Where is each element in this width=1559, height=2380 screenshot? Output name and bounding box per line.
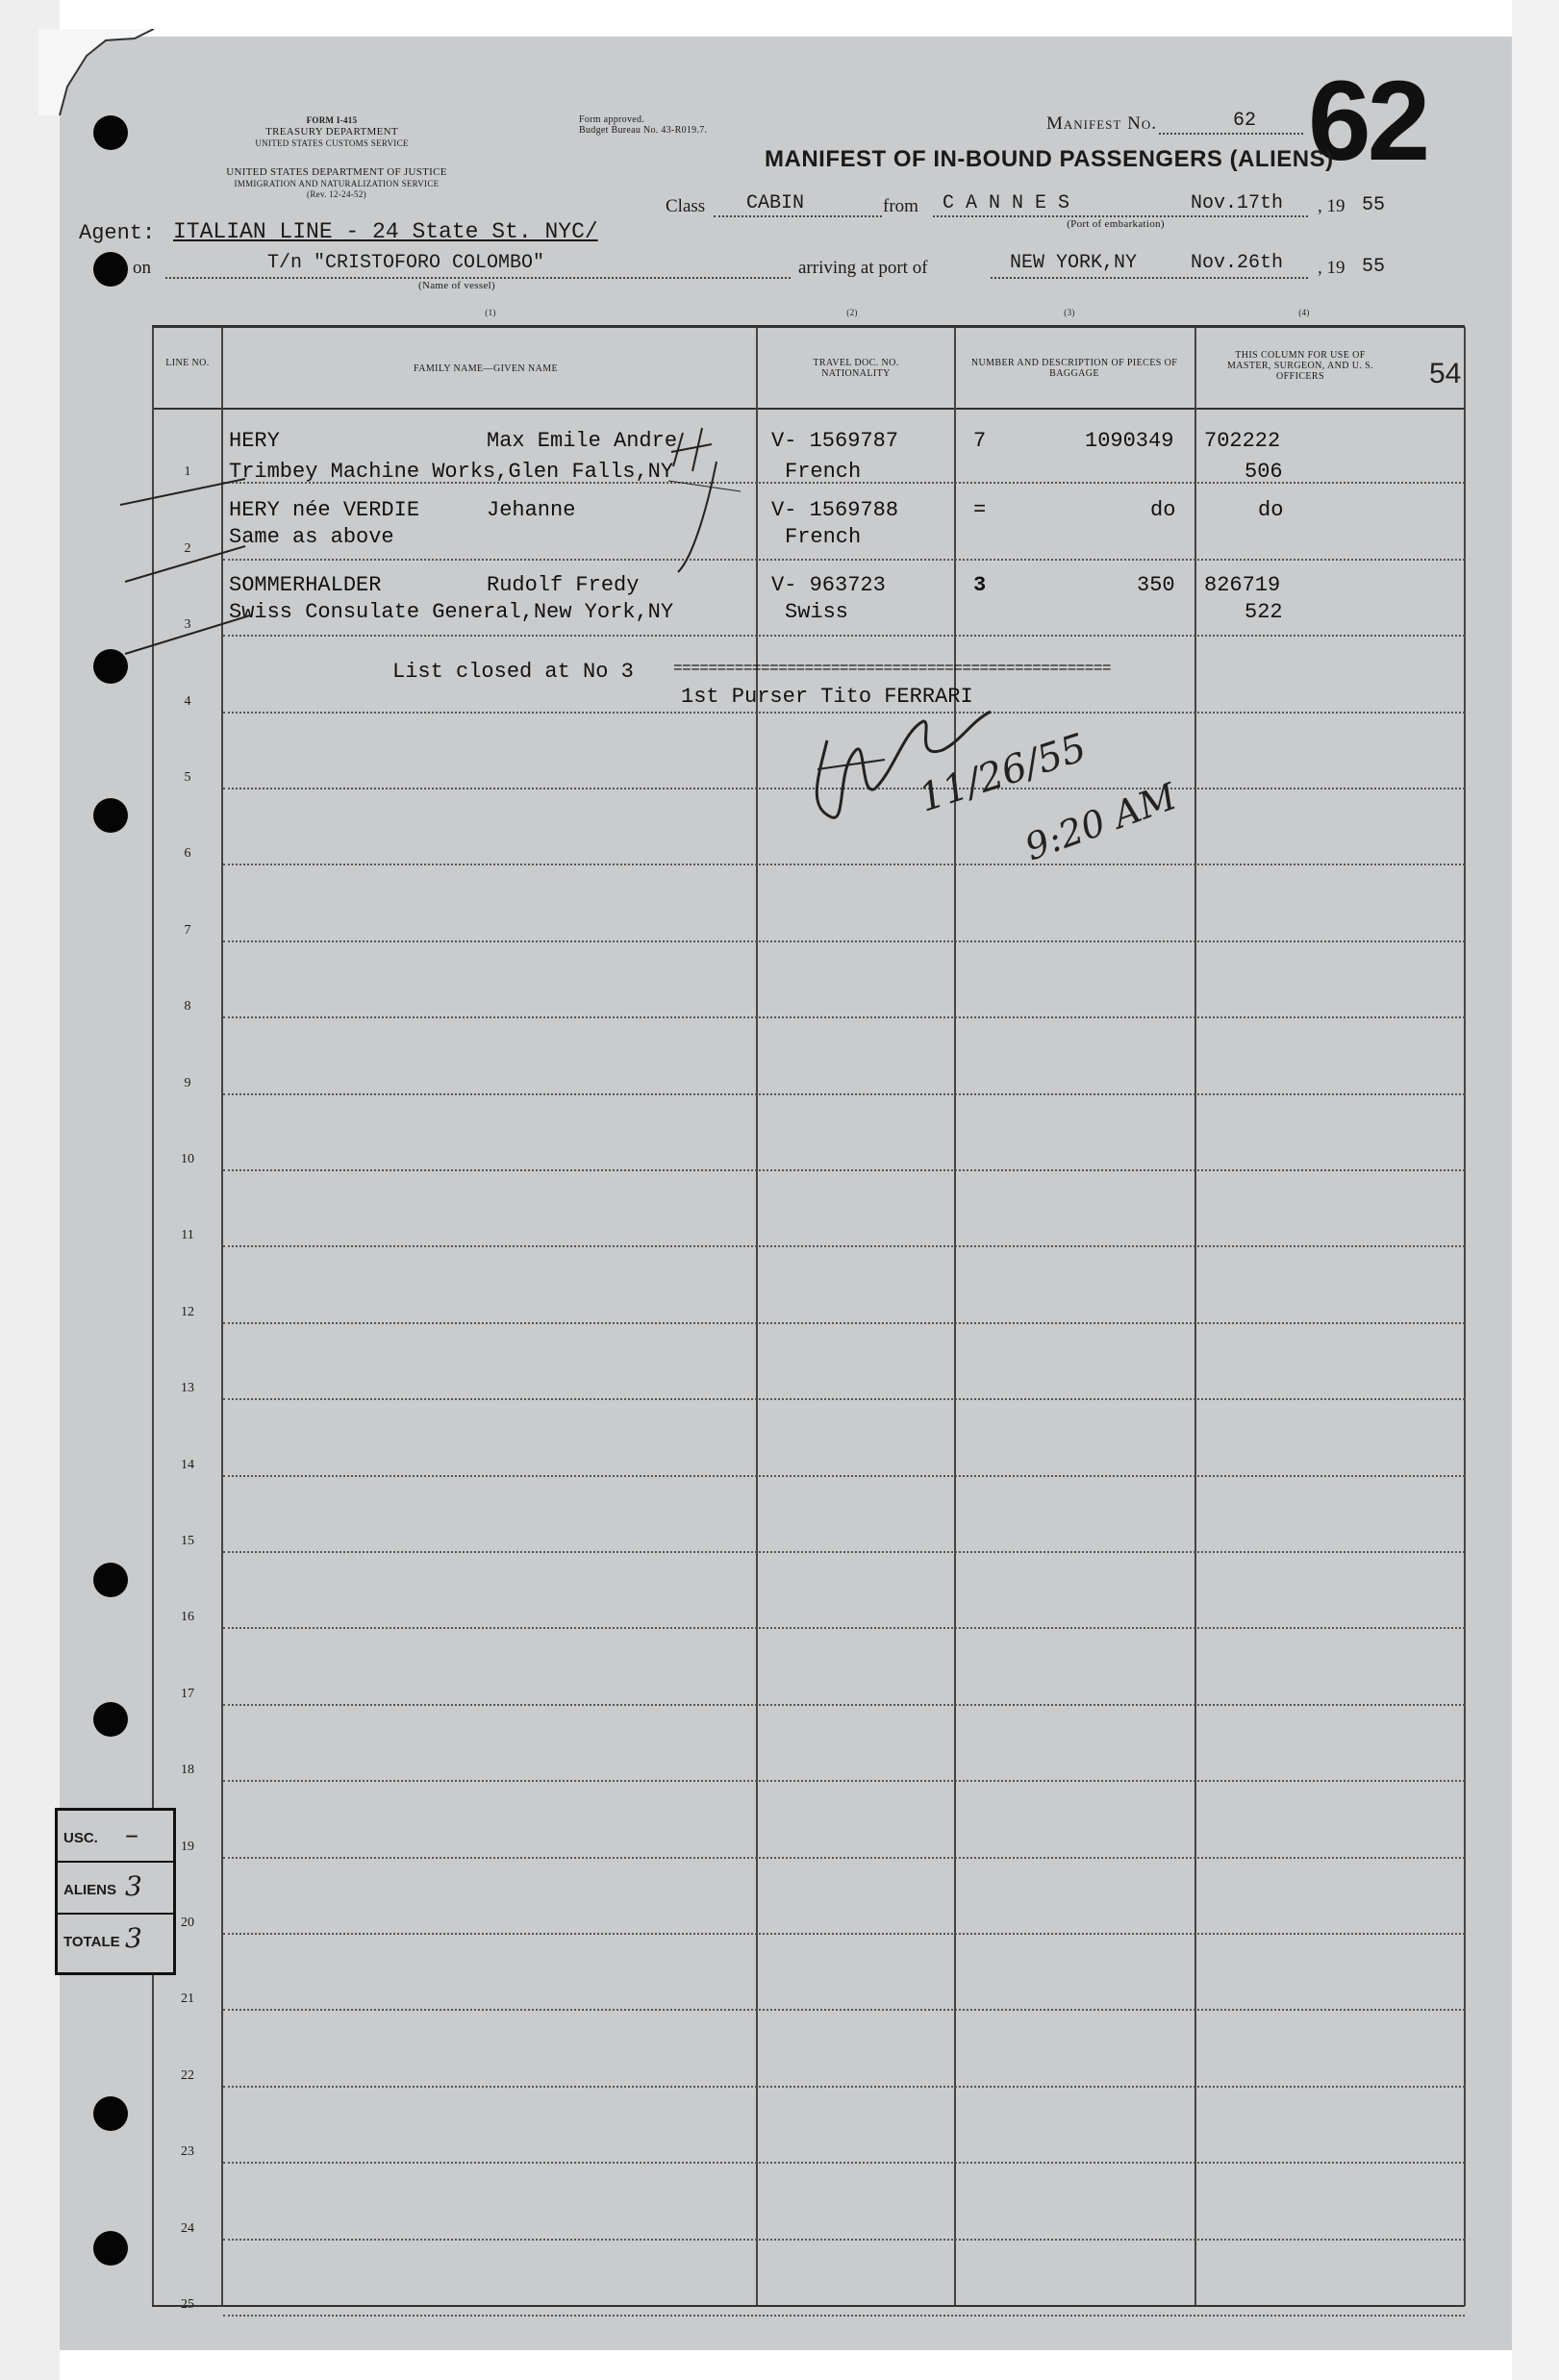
- line-number: 4: [184, 693, 191, 709]
- passenger-3-baggage-no: 350: [1137, 573, 1175, 597]
- manifest-no-label: Manifest No.: [1046, 113, 1157, 134]
- punch-hole: [93, 798, 128, 833]
- row-rule: [223, 2009, 1465, 2011]
- list-closed-note: List closed at No 3: [392, 660, 634, 684]
- row-rule: [223, 1475, 1465, 1477]
- row-rule: [223, 2239, 1465, 2241]
- line-number: 8: [184, 999, 191, 1015]
- passenger-1-officer-1: 702222: [1204, 429, 1281, 453]
- vessel-name: T/n "CRISTOFORO COLOMBO": [267, 252, 545, 274]
- manifest-no-line: [1159, 133, 1303, 135]
- line-number: 3: [184, 617, 191, 633]
- arrival-line: [991, 277, 1308, 279]
- row-rule: [223, 2162, 1465, 2164]
- row-rule: [223, 940, 1465, 942]
- row-rule: [223, 1857, 1465, 1859]
- passenger-2-given: Jehanne: [487, 498, 576, 522]
- passenger-1-pieces: 7: [973, 429, 987, 453]
- line-number: 6: [184, 846, 191, 862]
- line-number: 11: [181, 1228, 194, 1243]
- year-prefix-text: 19: [1326, 258, 1345, 278]
- vessel-line: [165, 277, 791, 279]
- agent-value: ITALIAN LINE - 24 State St. NYC/: [173, 219, 598, 244]
- form-approved: Form approved.: [579, 114, 645, 125]
- line-number: 7: [184, 922, 191, 938]
- line-number: 12: [181, 1304, 194, 1319]
- customs-service: UNITED STATES CUSTOMS SERVICE: [255, 138, 409, 148]
- row-rule: [223, 1704, 1465, 1706]
- passenger-3-family: SOMMERHALDER: [229, 573, 382, 597]
- line-number: 15: [181, 1534, 194, 1548]
- handwritten-check-marks: [115, 423, 741, 664]
- officers-header: THIS COLUMN FOR USE OF MASTER, SURGEON, AND U. S. OFFICERS: [1226, 350, 1374, 382]
- line-number: 5: [184, 770, 191, 785]
- passenger-2-pieces: =: [973, 498, 987, 522]
- passenger-3-given: Rudolf Fredy: [487, 573, 640, 597]
- line-number: 1: [184, 464, 191, 480]
- immigration-service: IMMIGRATION AND NATURALIZATION SERVICE: [234, 179, 440, 188]
- torn-corner-shape: [38, 29, 154, 115]
- row-rule: [223, 1627, 1465, 1629]
- line-number: 21: [181, 1992, 194, 2007]
- row-rule: [223, 1933, 1465, 1935]
- line-number: 23: [181, 2144, 194, 2160]
- table-bottom-rule: [152, 2305, 1465, 2307]
- from-line: [933, 215, 1308, 217]
- tally-aliens-row: [58, 1863, 173, 1915]
- handwritten-date: 11/26/55: [914, 725, 1093, 821]
- table-header-rule: [152, 408, 1465, 410]
- line-number: 17: [181, 1686, 194, 1701]
- scan-margin-right: [1512, 0, 1559, 2380]
- arriving-label: arriving at port of: [798, 258, 928, 278]
- passenger-3-officer-2: 522: [1245, 600, 1283, 624]
- row-rule: [223, 2315, 1465, 2317]
- passenger-1-doc: V- 1569787: [771, 429, 899, 453]
- row-rule: [223, 1093, 1465, 1095]
- passenger-1-given: Max Emile Andre: [487, 429, 678, 453]
- tally-usc-value: –: [125, 1818, 138, 1850]
- passenger-1-family: HERY: [229, 429, 280, 453]
- agent-label: Agent:: [79, 221, 156, 245]
- table-top-rule: [152, 325, 1465, 328]
- passenger-3-nationality: Swiss: [785, 600, 849, 624]
- tally-total-row: [58, 1915, 173, 1965]
- tally-usc-row: [58, 1811, 173, 1863]
- tally-total-label: TOTALE: [63, 1934, 120, 1950]
- row-rule: [223, 1322, 1465, 1324]
- from-value: C A N N E S: [943, 192, 1070, 214]
- line-number: 18: [181, 1763, 194, 1778]
- tally-aliens-value: 3: [125, 1870, 142, 1902]
- punch-hole: [93, 1563, 128, 1597]
- punch-hole: [93, 1702, 128, 1737]
- row-rule: [223, 2086, 1465, 2088]
- justice-department: UNITED STATES DEPARTMENT OF JUSTICE: [226, 166, 447, 178]
- closing-separator: ==================================================: [673, 660, 1112, 677]
- form-number: FORM I-415: [306, 115, 358, 125]
- row-rule: [223, 1245, 1465, 1247]
- class-line: [714, 215, 882, 217]
- arrival-date: Nov.26th: [1191, 252, 1284, 274]
- purser-signature-line: 1st Purser Tito FERRARI: [681, 685, 973, 709]
- side-stamp-number: 54: [1429, 358, 1462, 389]
- year-prefix-2: , 19: [1318, 258, 1345, 278]
- year-prefix-text: 19: [1326, 196, 1345, 216]
- arrival-port: NEW YORK,NY: [1010, 252, 1138, 274]
- tally-usc-label: USC.: [63, 1830, 98, 1846]
- manifest-page: [60, 37, 1512, 2350]
- line-number: 16: [181, 1610, 194, 1625]
- form-revision: (Rev. 12-24-52): [307, 189, 366, 199]
- line-number: 24: [181, 2220, 194, 2236]
- passenger-2-baggage-no: do: [1150, 498, 1176, 522]
- from-date: Nov.17th: [1191, 192, 1284, 214]
- scan-margin-left: [0, 0, 60, 2380]
- passenger-3-pieces: 3: [973, 573, 987, 597]
- family-name-header: FAMILY NAME—GIVEN NAME: [413, 363, 558, 374]
- column-number-4: (4): [1298, 308, 1310, 317]
- baggage-header: NUMBER AND DESCRIPTION OF PIECES OF BAGGAGE: [970, 358, 1178, 379]
- punch-hole: [93, 252, 128, 287]
- row-rule: [223, 1398, 1465, 1400]
- passenger-2-nationality: French: [785, 525, 862, 549]
- row-rule: [223, 1169, 1465, 1171]
- passenger-3-address: Swiss Consulate General,New York,NY: [229, 600, 674, 624]
- passenger-1-address: Trimbey Machine Works,Glen Falls,NY: [229, 460, 674, 484]
- from-label: from: [883, 196, 918, 216]
- line-number: 22: [181, 2067, 194, 2083]
- passenger-1-officer-2: 506: [1245, 460, 1283, 484]
- vessel-caption: (Name of vessel): [418, 280, 495, 291]
- line-no-header: LINE NO.: [165, 358, 210, 368]
- tally-total-value: 3: [125, 1922, 142, 1954]
- punch-hole: [93, 2231, 128, 2266]
- class-label: Class: [666, 196, 706, 216]
- passenger-2-officer-1: do: [1258, 498, 1284, 522]
- budget-bureau: Budget Bureau No. 43-R019.7.: [579, 125, 708, 136]
- passenger-2-doc: V- 1569788: [771, 498, 899, 522]
- column-number-3: (3): [1064, 308, 1075, 317]
- year-prefix-1: , 19: [1318, 196, 1345, 216]
- passenger-3-officer-1: 826719: [1204, 573, 1281, 597]
- row-rule: [223, 1780, 1465, 1782]
- manifest-no-value: 62: [1233, 110, 1257, 132]
- passenger-1-nationality: French: [785, 460, 862, 484]
- year-value-1: 55: [1362, 194, 1386, 216]
- column-number-2: (2): [846, 308, 858, 317]
- line-number: 14: [181, 1457, 194, 1472]
- line-number: 20: [181, 1916, 194, 1930]
- on-label: on: [133, 258, 151, 278]
- tally-box: [55, 1808, 176, 1975]
- line-number: 9: [184, 1075, 191, 1090]
- row-rule: [223, 1551, 1465, 1553]
- passenger-1-baggage-no: 1090349: [1085, 429, 1174, 453]
- manifest-title: MANIFEST OF IN-BOUND PASSENGERS (ALIENS): [765, 146, 1334, 172]
- handwritten-time: 9:20 AM: [1019, 774, 1182, 869]
- port-embarkation-caption: (Port of embarkation): [1067, 218, 1165, 230]
- line-number: 19: [181, 1839, 194, 1854]
- line-number: 13: [181, 1381, 194, 1396]
- passenger-2-address: Same as above: [229, 525, 394, 549]
- passenger-3-doc: V- 963723: [771, 573, 886, 597]
- passenger-2-family: HERY née VERDIE: [229, 498, 420, 522]
- tally-aliens-label: ALIENS: [63, 1882, 117, 1898]
- line-number: 10: [181, 1152, 194, 1166]
- year-value-2: 55: [1362, 256, 1386, 278]
- line-number: 2: [184, 540, 191, 556]
- row-rule: [223, 1016, 1465, 1018]
- class-value: CABIN: [746, 192, 805, 214]
- manifest-stamp-number: 62: [1308, 58, 1427, 185]
- treasury-department: TREASURY DEPARTMENT: [265, 126, 398, 138]
- punch-hole: [93, 2096, 128, 2131]
- travel-doc-header: TRAVEL DOC. NO. NATIONALITY: [813, 358, 899, 379]
- punch-hole: [93, 115, 128, 150]
- column-number-1: (1): [485, 308, 496, 317]
